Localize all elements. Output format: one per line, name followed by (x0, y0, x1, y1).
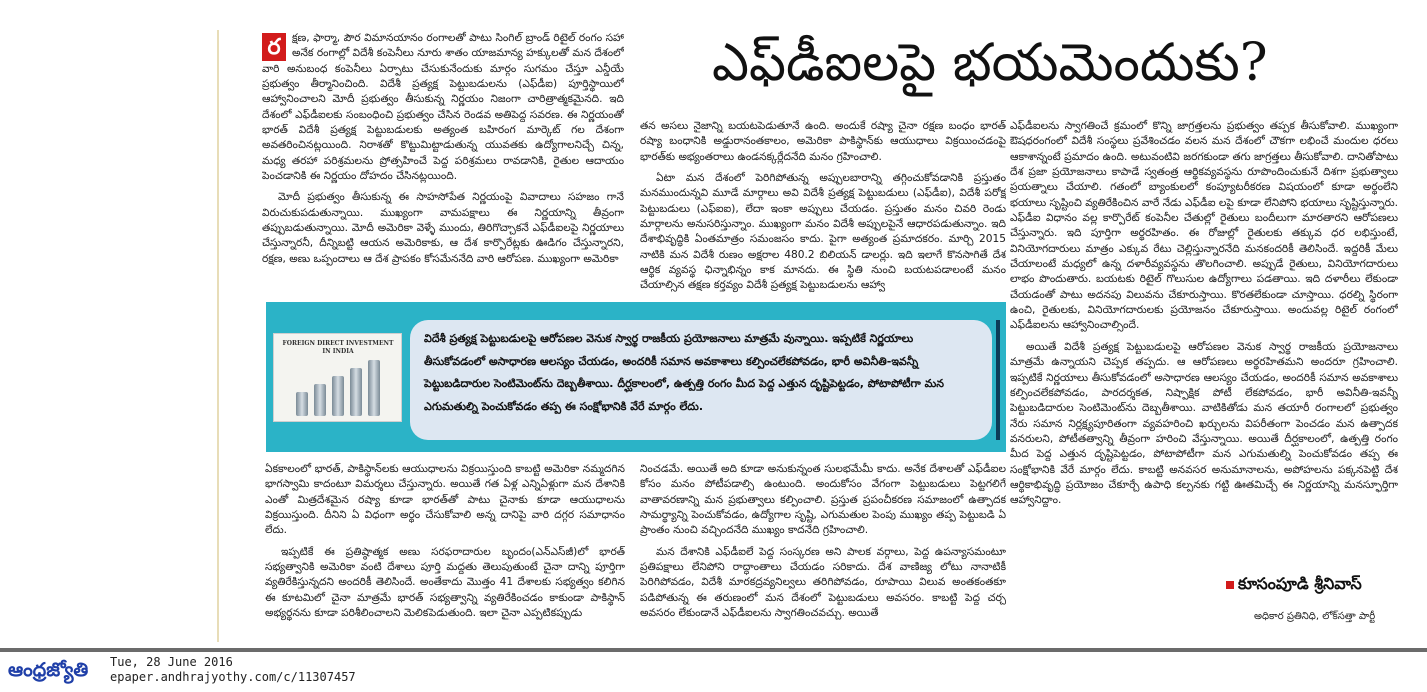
pull-quote-accent-bar (996, 320, 1000, 440)
paragraph: నించడమే. అయితే అది కూడా అనుకున్నంత సులభమేమీ కాదు. అనేక దేశాలతో ఎఫ్‌డీఐల కోసం మనం పోటీపడాల్సి ఉంటుంది. అందుకోసం వేగంగా పెట్టుబడులు పెట్టగలిగే వాతావరణాన్ని మన ప్రభుత్వాలు కల్పించాలి. ప్రస్తుత ప్రపంచీకరణ సమాజంలో ఉత్పాదక సామర్థ్యాన్ని పెంచుకోవడం, ఉద్యోగాల సృష్టి, ఎగుమతుల పెంపు ముఖ్యం తప్ప పెట్టుబడి ఏ ప్రాంతం నుంచి వచ్చిందనేది ముఖ్యం కాదనేది గ్రహించాలి. (640, 463, 1006, 537)
coin-stack-icon (314, 384, 326, 416)
publication-logo: ఆంధ్రజ్యోతి (8, 659, 89, 681)
byline (1010, 573, 1410, 599)
paragraph: తన అసలు నైజాన్ని బయటపెడుతూనే ఉంది. అందుకే రష్యా చైనా రక్షణ బంధం భారత్ రష్యా బంధానికి అడ్డురానంతకాలం, అమెరికా పాకిస్థాన్‌కు ఆయుధాలు విక్రయించడంపై భారత్‌కు అభ్యంతరాలు ఉండనక్కర్లేదనేది మనం గ్రహించాలి. (640, 120, 1006, 163)
page-margin-rule (217, 30, 219, 642)
coin-stack-icon (296, 392, 308, 416)
epaper-url[interactable]: epaper.andhrajyothy.com/c/11307457 (110, 670, 356, 684)
paragraph: అయితే విదేశీ ప్రత్యక్ష పెట్టుబడులపై ఆరోపణల వెనుక స్వార్థ రాజకీయ ప్రయోజనాలు మాత్రమే ఉన్నాయని చెప్పక తప్పదు. ఆ ఆరోపణలు అర్థరహితమని అందరూ గ్రహించాలి. ఇప్పటికే నిర్ణయాలు తీసుకోవడంలో అసాధారణ ఆలస్యం చేయడం, అందరికీ సమాన అవకాశాలు కల్పించలేకపోవడం, పారదర్శకత, నిష్పాక్షిక పోటీ లేకపోవడం, భారీ అవినీతి-ఇవన్నీ పెట్టుబడిదారుల సెంటిమెంట్‌ను దెబ్బతీశాయి. వాటికితోడు మన తయారీ రంగాలలో ప్రభుత్వం నేరు సమాన నిర్లక్ష్యపూరితంగా వ్యవహరించి ఖర్చులను విపరీతంగా పెంచడం మన ఉత్పాదక వనరులని, పోటీతత్వాన్ని తీవ్రంగా హరించి వేస్తున్నాయి. అయితే దీర్ఘకాలంలో, ఉత్పత్తి రంగం మీద పెద్ద ఎత్తున దృష్టిపెట్టడం, పోటాపోటీగా మన ఎగుమతుల్ని పెంచుకోవడం తప్ప ఈ సంక్షోభానికి వేరే మార్గం లేదు. కాబట్టి అనవసర అనుమానాలను, అపోహలను పక్కనపెట్టి దేశ ఆర్థికాభివృద్ధి ప్రయోజం చేకూర్చే ఉపాధి కల్పనకు గట్టి ఊతమిచ్చే ఈ నిర్ణయాన్ని మనస్ఫూర్తిగా ఆహ్వానిద్దాం. (1010, 340, 1398, 507)
drop-cap: ర (262, 33, 286, 61)
illustration-caption: FOREIGN DIRECT INVESTMENT IN INDIA (282, 340, 394, 355)
pull-quote-text: విదేశీ ప్రత్యక్ష పెట్టుబడులపై ఆరోపణల వెనుక స్వార్థ రాజకీయ ప్రయోజనాలు మాత్రమే వున్నాయి. ఇప్పటికే నిర్ణయాలు తీసుకోవడంలో అసాధారణ ఆలస్యం చేయడం, అందరికీ సమాన అవకాశాలు కల్పించలేకపోవడం, భారీ అవినీతి-ఇవన్నీ పెట్టుబడిదారుల సెంటిమెంట్‌ను దెబ్బతీశాయి. దీర్ఘకాలంలో, ఉత్పత్తి రంగం మీద పెద్ద ఎత్తున దృష్టిపెట్టడం, పోటాపోటీగా మన ఎగుమతుల్ని పెంచుకోవడం తప్ప ఈ సంక్షోభానికి వేరే మార్గం లేదు. (410, 320, 992, 440)
byline-bullet-icon (1226, 581, 1234, 589)
fdi-illustration (273, 333, 402, 422)
paragraph: ఇప్పటికే ఈ ప్రతిష్ఠాత్మక అణు సరఫరాదారుల బృందం(ఎన్ఎస్‌జీ)లో భారత్ సభ్యత్వానికి అమెరికా వంటి దేశాలు పూర్తి మద్దతు తెలుపుతుంటే చైనా దాన్ని పూర్తిగా వ్యతిరేకిస్తున్నదని అందరికీ తెలిసిందే. అంతేకాదు మొత్తం 41 దేశాలకు సభ్యత్వం కలిగిన ఈ కూటమిలో చైనా మాత్రమే భారత్ సభ్యత్వాన్ని వ్యతిరేకించడం కాకుండా పాకిస్థాన్ అభ్యర్థనను కూడా పరిశీలించాలని మెలికపెడుతుంది. ఇలా చైనా ఎప్పటికప్పుడు (265, 545, 625, 620)
paragraph: క్షణ, ఫార్మా, పౌర విమానయానం రంగాలతో పాటు సింగిల్ బ్రాండ్ రిటైల్ రంగం సహా అనేక రంగాల్లో విదేశీ కంపెనీలు నూరు శాతం యాజమాన్య హక్కులతో మన దేశంలో వారి అనుబంధ కంపెనీలు ఏర్పాటు చేసుకునేందుకు మార్గం సుగమం చేస్తూ ఎన్డీయే ప్రభుత్వం తీర్మానించింది. విదేశీ ప్రత్యక్ష పెట్టుబడులను (ఎఫ్‌డీఐ) పూర్తిస్థాయిలో ఆహ్వానించాలని మోదీ ప్రభుత్వం తీసుకున్న నిర్ణయం నిజంగా చారిత్రాత్మకమైనది. ఇది దేశంలో ఎఫ్‌డీఐలకు సంబంధించి ప్రభుత్వం చేసిన రెండవ అతిపెద్ద సవరణ. ఈ నిర్ణయంతో భారత్ విదేశీ ప్రత్యక్ష పెట్టుబడులకు అత్యంత బహిరంగ మార్కెట్ గల దేశంగా అవతరించినట్లయింది. నిరాశతో కొట్టుమిట్టాడుతున్న యువతకు ఉద్యోగాలనిచ్చే చిన్న, మధ్య తరహా పరిశ్రమలను ప్రోత్సహించే పెద్ద పరిశ్రమలు రావడానికి, రైతుల ఆదాయం పెంచడానికి ఈ నిర్ణయం దోహదం చేసినట్లయింది. (262, 32, 624, 183)
article-column-2 (640, 119, 1006, 297)
paragraph: మోదీ ప్రభుత్వం తీసుకున్న ఈ సాహసోపేత నిర్ణయంపై వివాదాలు సహజం గానే విరుచుకుపడుతున్నాయి. ముఖ్యంగా వామపక్షాలు ఈ నిర్ణయాన్ని తీవ్రంగా తప్పుబడుతున్నాయి. మోదీ అమెరికా వెళ్ళే ముందు, తిరిగొచ్చాకనే ఎఫ్‌డీఐలపై నిర్ణయాలు చేస్తున్నారనీ, దీన్నిబట్టి ఆయన అమెరికాకు, ఆ దేశ కార్పొరేట్లకు ఊడిగం చేస్తున్నారని, రక్షణ, అణు ఒప్పందాలు ఆ దేశ ప్రాపకం కోసమేననేది వారి ఆరోపణ. ముఖ్యంగా అమెరికా (262, 191, 624, 265)
article-headline: ఎఫ్‌డీఐలపై భయమెందుకు? (712, 33, 1268, 93)
coin-stack-icon (350, 368, 362, 416)
coin-stack-icon (368, 360, 380, 416)
article-column-3 (1010, 119, 1398, 581)
author-role: అధికార ప్రతినిధి, లోక్‌సత్తా పార్టీ (1254, 611, 1376, 622)
article-column-2-continued (640, 462, 1006, 640)
paragraph: ఏటా మన దేశంలో పెరిగిపోతున్న అప్పులబారాన్ని తగ్గించుకోవడానికి ప్రస్తుతం మనముందున్నవి మూడే మార్గాలు అవి విదేశీ ప్రత్యక్ష పెట్టుబడులు (ఎఫ్‌డీఐ), విదేశీ పరోక్ష పెట్టుబడులు (ఎఫ్ఐఐ), లేదా ఇంకా అప్పులు చేయడం. ప్రస్తుతం మనం చివరి రెండు మార్గాలను అనుసరిస్తున్నాం. ముఖ్యంగా మనం విదేశీ అప్పులపైనే ఆధారపడుతున్నాం. ఇది దేశాభివృద్ధికి ఏంతమాత్రం సమంజసం కాదు. పైగా అత్యంత ప్రమాదకరం. మార్చి 2015 నాటికి మన విదేశీ రుణం అక్షరాల 480.2 బిలియన్ డాలర్లు. ఇది ఇలాగే కొనసాగితే దేశ ఆర్థిక వ్యవస్థ ఛిన్నాభిన్నం కాక మానదు. ఈ స్థితి నుంచి బయటపడాలంటే మనం చేయాల్సిన తక్షణ కర్తవ్యం విదేశీ ప్రత్యక్ష పెట్టుబడులను ఆహ్వా (640, 172, 1006, 292)
footer-divider (0, 648, 1427, 652)
paragraph: ఏకకాలంలో భారత్, పాకిస్థాన్‌లకు ఆయుధాలను విక్రయిస్తుంది కాబట్టి అమెరికా నమ్మదగిన భాగస్వామి కాదంటూ విమర్శలు చేస్తున్నారు. అయితే గత ఏళ్ల ఎన్నిఏళ్లుగా మన దేశానికి ఎంతో మిత్రదేశమైన రష్యా కూడా భారత్‌తో పాటు చైనాకు కూడా ఆయుధాలను విక్రయిస్తుంది. దీనిని ఏ విధంగా అర్థం చేసుకోవాలి అన్న దానిపై వారి దగ్గర సమాధానం లేదు. (265, 463, 625, 537)
edition-date: Tue, 28 June 2016 (110, 655, 233, 669)
author-name: కూసంపూడి శ్రీనివాస్ (1238, 574, 1362, 593)
paragraph: ఎఫ్‌డీఐలను స్వాగతించే క్రమంలో కొన్ని జాగ్రత్తలను ప్రభుత్వం తప్పక తీసుకోవాలి. ముఖ్యంగా ఔషధరంగంలో విదేశీ సంస్థలు ప్రవేశించడం వలన మన దేశంలో చౌకగా లభించే మందుల ధరలు ఆకాశాన్నంటే ప్రమాదం ఉంది. అటువంటివి జరగకుండా తగు జాగ్రత్తలు తీసుకోవాలి. దానితోపాటు దేశ ప్రజా ప్రయోజనాలు కాపాడే స్వతంత్ర ఆర్థికవ్యవస్థను రూపొందించుకునే దిశగా ప్రభుత్వాలు ప్రయత్నాలు చేయాలి. గతంలో బ్యాంకులలో కంప్యూటరీకరణ విషయంలో కూడా అర్థంలేని భయాలు సృష్టించి వ్యతిరేకించిన వారే నేడు ఎఫ్‌డీఐ లపై కూడా లేనిపోని భయాలు సృష్టిస్తున్నారు. ఎఫ్‌డీఐ విధానం వల్ల కార్పొరేట్ కంపెనీల చేతుల్లో రైతులు బందీలుగా మారతారని ఆరోపణలు చేస్తున్నారు. ఇది పూర్తిగా అర్థరహితం. ఈ రోజుల్లో రైతులకు తక్కువ ధర లభిస్తుంటే, వినియోగదారులు మాత్రం ఎక్కువ రేటు చెల్లిస్తున్నారనేది మనకందరికీ తెలిసిందే. ఇద్దరికీ మేలు చేయాలంటే మధ్యలో ఉన్న దళారీవ్యవస్థను తొలగించాలి. అప్పుడే రైతులు, వినియోగదారులు లాభం పొందుతారు. బయటకు రిటైల్ గొలుసుల ఉద్యోగాలు పడతాయి. ఇది దళారీలు లేకుండా చేయడంతో పాటు అదనపు విలువను చేకూరుస్తాయి. కొరతలేకుండా చూస్తాయి. ధరల్ని స్థిరంగా ఉంచి, రైతులకు, వినియోగదారులకు ప్రయోజనం చేకూరుస్తాయి. అందువల్ల రిటైల్ రంగంలో ఎఫ్‌డీఐలను ఆహ్వానించాల్సిందే. (1010, 120, 1398, 332)
coin-stack-icon (332, 376, 344, 416)
article-column-1-continued (265, 462, 625, 640)
article-column-1 (262, 31, 624, 297)
footer-info (110, 655, 356, 685)
paragraph: మన దేశానికి ఎఫ్‌డీఐలే పెద్ద సంస్కరణ అని పాలక వర్గాలు, పెద్ద ఉపన్యాసమంటూ ప్రతిపక్షాలు లేనిపోని రాద్ధాంతాలు చేయడం సరికాదు. దేశ వాణిజ్య లోటు నానాటికీ పెరిగిపోవడం, విదేశీ మారకద్రవ్యనిల్వలు తరిగిపోవడం, రూపాయి విలువ అంతకంతకూ పడిపోతున్న ఈ తరుణంలో మన దేశంలో పెట్టుబడులు అవసరం. కాబట్టి పెద్ద చర్చ అవసరం లేకుండానే ఎఫ్‌డీఐలను స్వాగతించవచ్చు. అయితే (640, 545, 1006, 620)
